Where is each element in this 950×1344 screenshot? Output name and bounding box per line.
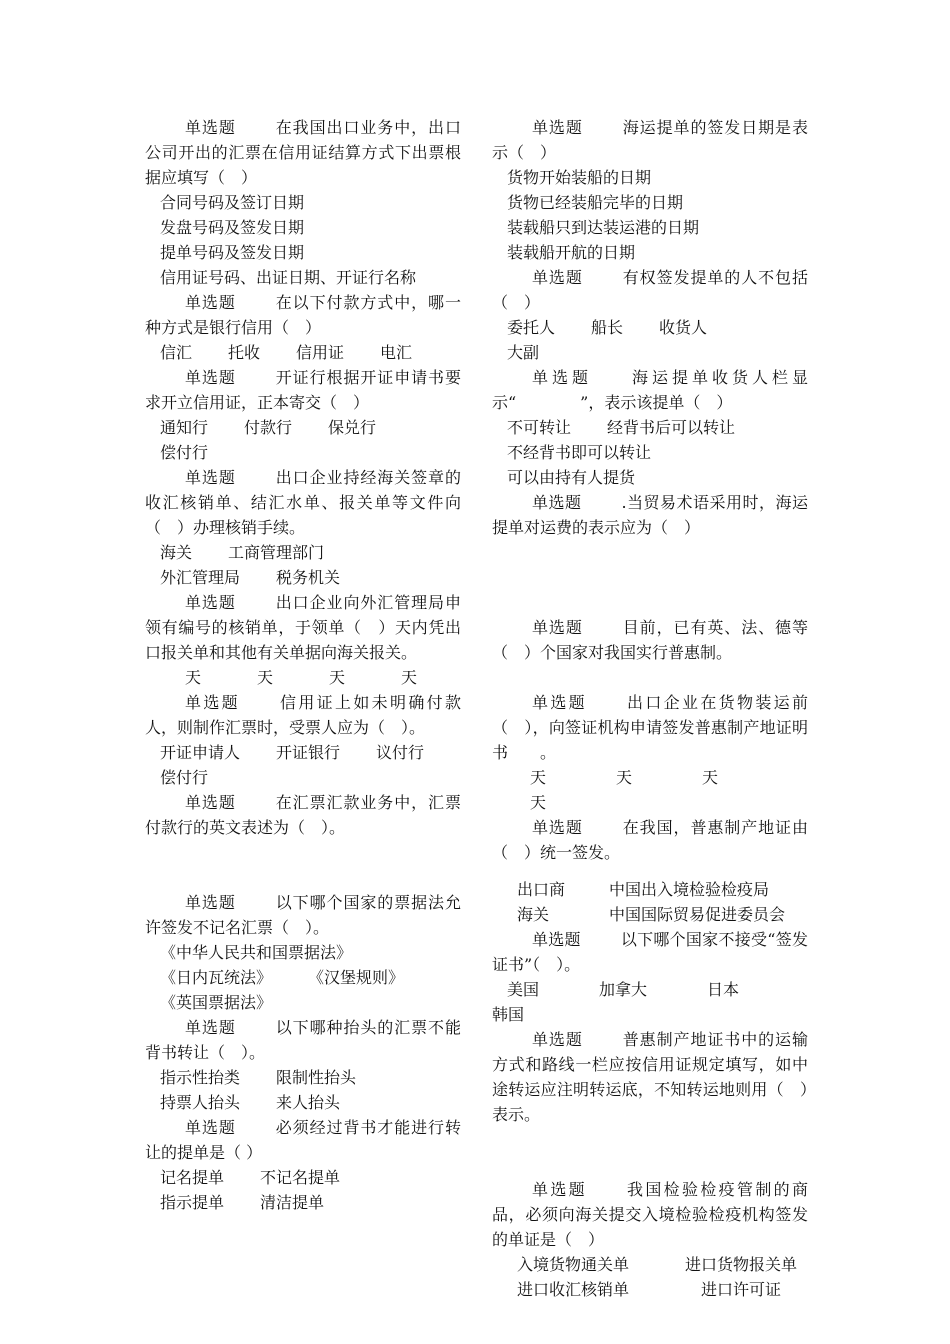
option: 指示性抬类 <box>160 1068 241 1087</box>
question-type: 单选题 <box>185 793 236 812</box>
question-text: 我国检验检疫管制的商品，必须向海关提交入境检验检疫机构签发的单证是（ ） <box>492 1180 808 1249</box>
option: 《中华人民共和国票据法》 <box>160 943 353 962</box>
question-5 <box>145 590 461 690</box>
question-9 <box>145 1015 461 1115</box>
option: 经背书后可以转让 <box>607 418 736 437</box>
option: 偿付行 <box>160 768 209 787</box>
question-17 <box>492 815 808 927</box>
options <box>145 1065 461 1115</box>
option: 天 <box>185 668 202 687</box>
option: 开证申请人 <box>160 743 241 762</box>
option: 保兑行 <box>328 418 377 437</box>
option: 付款行 <box>244 418 293 437</box>
question-13 <box>492 365 808 490</box>
option: 清洁提单 <box>260 1193 325 1212</box>
question-14 <box>492 490 808 615</box>
option: 天 <box>702 768 719 787</box>
options <box>145 415 461 465</box>
option: 船长 <box>591 318 624 337</box>
option: 工商管理部门 <box>228 543 325 562</box>
option: 指示提单 <box>160 1193 225 1212</box>
question-type: 单选题 <box>185 468 236 487</box>
option: 托收 <box>228 343 261 362</box>
option: 韩国 <box>492 1005 525 1024</box>
question-text: 以下哪种抬头的汇票不能背书转让（ ）。 <box>145 1018 461 1062</box>
options <box>492 877 808 927</box>
options <box>492 165 808 265</box>
question-text: 出口企业持经海关签章的收汇核销单、结汇水单、报关单等文件向（ ）办理核销手续。 <box>145 468 461 537</box>
option: 装载船开航的日期 <box>507 243 636 262</box>
question-6 <box>145 690 461 790</box>
option: 不记名提单 <box>260 1168 341 1187</box>
question-11 <box>492 115 808 265</box>
question-15 <box>492 615 808 690</box>
options <box>145 540 461 590</box>
option: 加拿大 <box>599 980 648 999</box>
question-type: 单选题 <box>532 368 592 387</box>
question-text: 在以下付款方式中，哪一种方式是银行信用（ ） <box>145 293 461 337</box>
question-text: 出口企业向外汇管理局申领有编号的核销单，于领单（ ）天内凭出口报关单和其他有关单据向海关报关。 <box>145 593 461 662</box>
option: 海关 <box>160 543 193 562</box>
question-text: 海运提单的签发日期是表示（ ） <box>492 118 808 162</box>
option: 天 <box>530 768 547 787</box>
question-type: 单选题 <box>532 930 581 949</box>
question-text: 以下哪个国家不接受“签发证书”（ ）。 <box>492 930 808 974</box>
question-type: 单选题 <box>185 1118 236 1137</box>
question-type: 单选题 <box>185 893 236 912</box>
option: 中国出入境检验检疫局 <box>609 880 770 899</box>
question-1 <box>145 115 461 290</box>
option: 可以由持有人提货 <box>507 468 636 487</box>
question-text: 在我国出口业务中，出口公司开出的汇票在信用证结算方式下出票根据应填写（ ） <box>145 118 461 187</box>
question-18 <box>492 927 808 1027</box>
option: 提单号码及签发日期 <box>160 243 305 262</box>
question-7 <box>145 790 461 890</box>
question-text: 目前，已有英、法、德等（ ）个国家对我国实行普惠制。 <box>492 618 808 662</box>
question-text: 在我国，普惠制产地证由（ ）统一签发。 <box>492 818 808 862</box>
option: 发盘号码及签发日期 <box>160 218 305 237</box>
options <box>145 340 461 365</box>
options <box>145 940 461 1015</box>
question-8 <box>145 890 461 1015</box>
question-type: 单选题 <box>185 293 236 312</box>
question-type: 单选题 <box>185 593 236 612</box>
options <box>492 765 808 815</box>
question-type: 单选题 <box>185 1018 236 1037</box>
question-type: 单选题 <box>532 118 583 137</box>
question-type: 单选题 <box>532 618 583 637</box>
options <box>492 977 808 1002</box>
option: 货物开始装船的日期 <box>507 168 652 187</box>
left-column <box>145 115 461 1215</box>
option: 天 <box>401 668 418 687</box>
options <box>145 190 461 290</box>
option: 《汉堡规则》 <box>308 968 405 987</box>
option: 天 <box>257 668 274 687</box>
question-type: 单选题 <box>532 1180 587 1199</box>
question-type: 单选题 <box>185 118 236 137</box>
question-text: 开证行根据开证申请书要求开立信用证，正本寄交（ ） <box>145 368 461 412</box>
option: 天 <box>329 668 346 687</box>
question-3 <box>145 365 461 465</box>
question-16 <box>492 690 808 815</box>
option: 天 <box>530 793 547 812</box>
option: 不经背书即可以转让 <box>507 443 652 462</box>
option: 开证银行 <box>276 743 341 762</box>
question-text: 普惠制产地证书中的运输方式和路线一栏应按信用证规定填写，如中途转运应注明转运底，不知转运地则用（ ）表示。 <box>492 1030 808 1124</box>
question-type: 单选题 <box>185 693 240 712</box>
question-type: 单选题 <box>532 693 587 712</box>
question-4 <box>145 465 461 590</box>
question-type: 单选题 <box>185 368 236 387</box>
question-text: 以下哪个国家的票据法允许签发不记名汇票（ ）。 <box>145 893 461 937</box>
question-type: 单选题 <box>532 268 583 287</box>
options <box>145 665 461 690</box>
options <box>492 315 808 365</box>
option: 议付行 <box>376 743 425 762</box>
question-type: 单选题 <box>532 818 583 837</box>
question-20 <box>492 1177 808 1302</box>
option: 偿付行 <box>160 443 209 462</box>
question-text: .当贸易术语采用时，海运提单对运费的表示应为（ ） <box>492 493 808 537</box>
option: 入境货物通关单 <box>517 1255 630 1274</box>
question-text: 海运提单收货人栏显示“ ”，表示该提单（ ） <box>492 368 808 412</box>
question-text: 必须经过背书才能进行转让的提单是（ ） <box>145 1118 461 1162</box>
option: 装载船只到达装运港的日期 <box>507 218 700 237</box>
option: 电汇 <box>380 343 413 362</box>
option: 天 <box>616 768 633 787</box>
question-12 <box>492 265 808 365</box>
options <box>492 415 808 490</box>
question-type: 单选题 <box>532 1030 583 1049</box>
option: 限制性抬头 <box>276 1068 357 1087</box>
option: 税务机关 <box>276 568 341 587</box>
option: 信汇 <box>160 343 193 362</box>
option: 进口货物报关单 <box>685 1255 798 1274</box>
question-text: 在汇票汇款业务中，汇票付款行的英文表述为（ ）。 <box>145 793 461 837</box>
question-type: 单选题 <box>532 493 582 512</box>
question-10 <box>145 1115 461 1215</box>
option: 进口收汇核销单 <box>517 1280 630 1299</box>
option: 海关 <box>517 905 550 924</box>
option: 不可转让 <box>507 418 572 437</box>
option: 《日内瓦统法》 <box>160 968 273 987</box>
option: 持票人抬头 <box>160 1093 241 1112</box>
option: 来人抬头 <box>276 1093 341 1112</box>
option: 美国 <box>507 980 540 999</box>
option: 《英国票据法》 <box>160 993 273 1012</box>
question-2 <box>145 290 461 365</box>
option: 收货人 <box>659 318 708 337</box>
option: 进口许可证 <box>701 1280 782 1299</box>
question-text: 信用证上如未明确付款人，则制作汇票时，受票人应为（ ）。 <box>145 693 461 737</box>
option: 信用证 <box>296 343 345 362</box>
option: 记名提单 <box>160 1168 225 1187</box>
options <box>492 1252 808 1302</box>
question-text: 有权签发提单的人不包括（ ） <box>492 268 808 312</box>
option: 中国国际贸易促进委员会 <box>609 905 786 924</box>
option: 信用证号码、出证日期、开证行名称 <box>160 268 417 287</box>
question-text: 出口企业在货物装运前（ ），向签证机构申请签发普惠制产地证明书 。 <box>492 693 808 762</box>
right-column <box>492 115 808 1302</box>
options <box>145 740 461 790</box>
option: 通知行 <box>160 418 209 437</box>
option: 货物已经装船完毕的日期 <box>507 193 684 212</box>
option: 出口商 <box>517 880 566 899</box>
option: 日本 <box>707 980 740 999</box>
question-19 <box>492 1027 808 1177</box>
option: 大副 <box>507 343 540 362</box>
option: 外汇管理局 <box>160 568 241 587</box>
option: 委托人 <box>507 318 556 337</box>
options <box>145 1165 461 1215</box>
option: 合同号码及签订日期 <box>160 193 305 212</box>
